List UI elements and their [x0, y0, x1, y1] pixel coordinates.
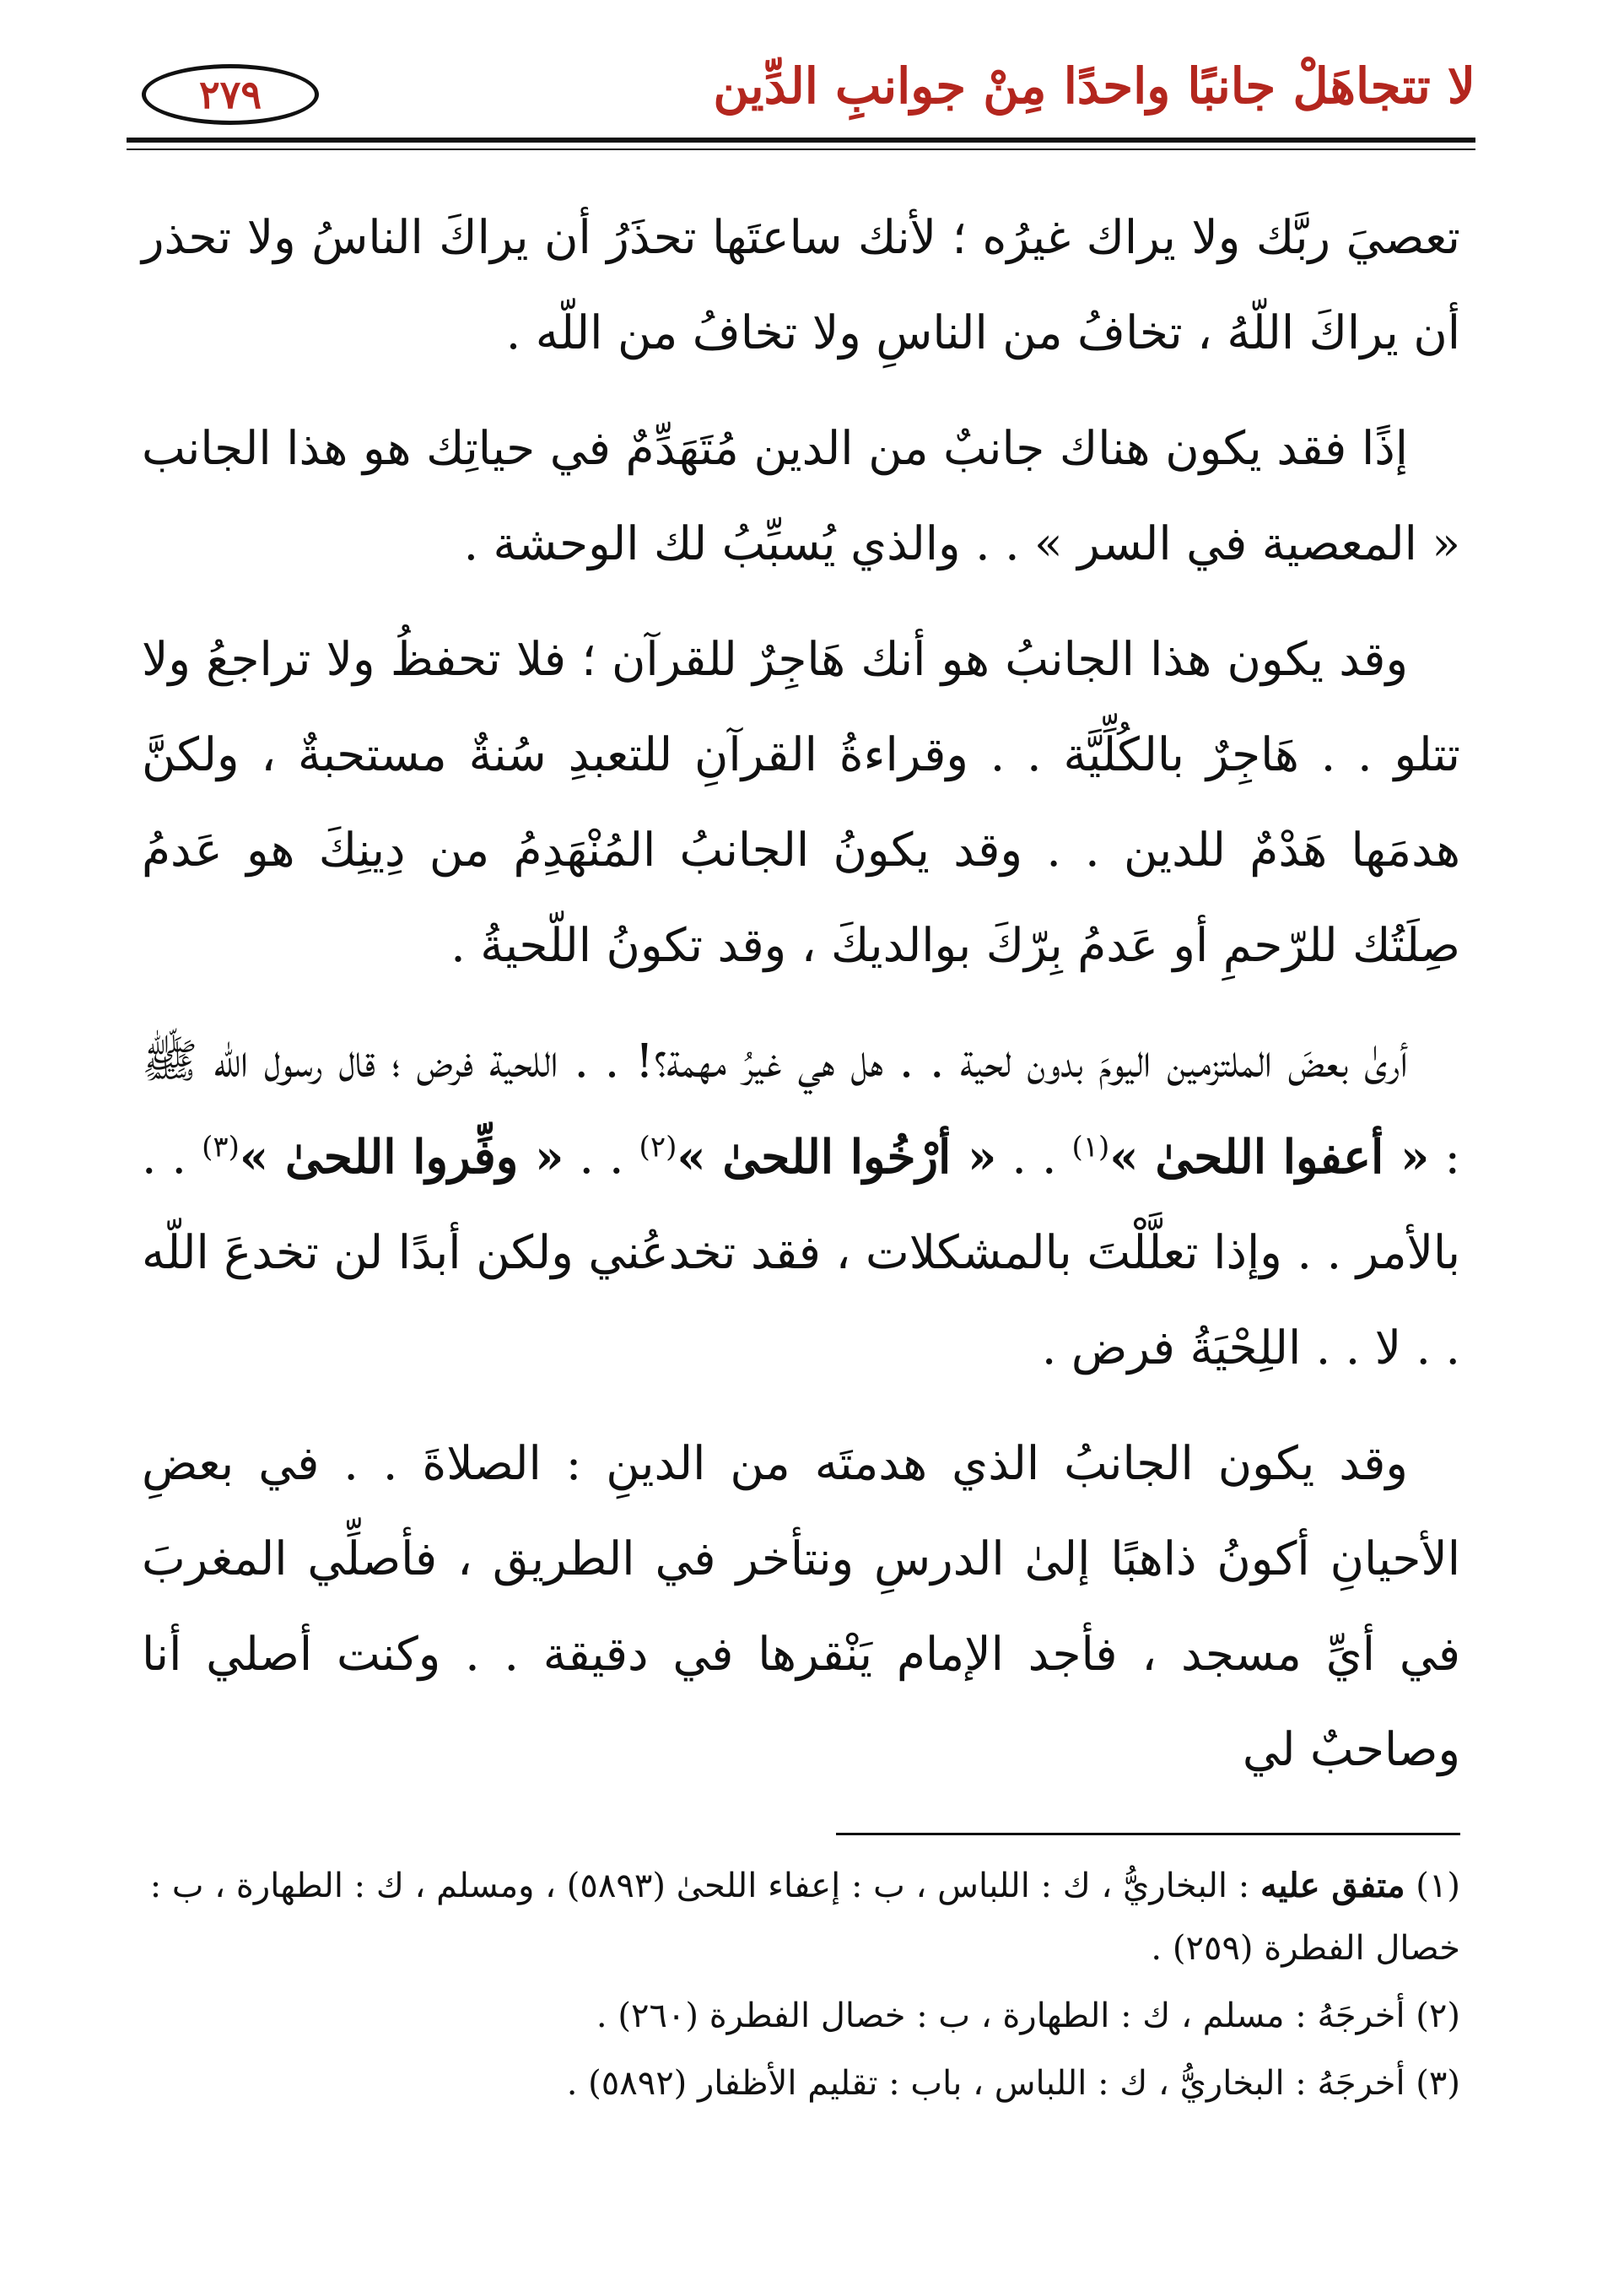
paragraph-3: وقد يكون هذا الجانبُ هو أنك هَاجِرٌ للقرآن ؛ فلا تحفظُ ولا تراجعُ ولا تتلو . . هَاجِرٌ بالكُلِّيَّة . . وقراءةُ القرآنِ للتعبدِ سُنةٌ مستحبةٌ ، ولكنَّ هدمَها هَدْمٌ للدين . . وقد يكونُ الجانبُ المُنْهَدِمُ من دِينِكَ هو عَدمُ صِلَتُك للرّحمِ أو عَدمُ بِرّكَ بوالديكَ ، وقد تكونُ اللّحيةُ .	[142, 632, 1460, 972]
paragraph-4-part3: . .	[564, 1130, 639, 1184]
hadith-quote-2: « أرْخُوا اللحىٰ »	[677, 1129, 997, 1184]
running-title: لا تتجاهَلْ جانبًا واحدًا مِنْ جوانبِ الدِّين	[713, 57, 1475, 115]
hadith-quote-1: « أعفوا اللحىٰ »	[1109, 1129, 1430, 1184]
footnote-ref-3: (٣)	[202, 1130, 240, 1164]
footnote-2-text: أخرجَهُ : مسلم ، ك : الطهارة ، ب : خصال الفطرة (٢٦٠) .	[596, 1996, 1405, 2035]
paragraph-4	[142, 1013, 1460, 1396]
paragraph-4-part2: . .	[996, 1130, 1072, 1184]
paragraph-5: وقد يكون الجانبُ الذي هدمتَه من الدينِ : الصلاةَ . . في بعضِ الأحيانِ أكونُ ذاهبًا إلىٰ الدرسِ ونتأخر في الطريق ، فأصلِّي المغربَ في أيِّ مسجد ، فأجد الإمام يَنْقرها في دقيقة . . وكنت أصلي أنا وصاحبٌ لي	[142, 1436, 1460, 1776]
paragraph-4-part1: أرىٰ بعضَ الملتزمين اليومَ بدون لحية . . هل هي غيرُ مهمة؟! . . اللحية فرض ؛ قال رسول اللّه ﷺ :	[142, 1034, 1460, 1184]
footnote-3-number: (٣)	[1416, 2064, 1460, 2103]
paragraph-2: إذًا فقد يكون هناك جانبٌ من الدين مُتَهَدِّمٌ في حياتِك هو هذا الجانب « المعصية في السر » . . والذي يُسبِّبُ لك الوحشة .	[142, 421, 1460, 570]
footnote-3-text: أخرجَهُ : البخاريُّ ، ك : اللباس ، باب : تقليم الأظفار (٥٨٩٢) .	[566, 2064, 1405, 2103]
footnotes	[142, 1855, 1460, 2120]
footnote-1-number: (١)	[1416, 1867, 1460, 1905]
header-rule-thick	[127, 138, 1475, 143]
footnote-1-text: : البخاريُّ ، ك : اللباس ، ب : إعفاء اللحىٰ (٥٨٩٣) ، ومسلم ، ك : الطهارة ، ب : خصال الفطرة (٢٥٩) .	[149, 1867, 1460, 1968]
footnote-ref-2: (٢)	[639, 1130, 677, 1164]
paragraph-1: تعصيَ ربَّك ولا يراك غيرُه ؛ لأنك ساعتَها تحذَرُ أن يراكَ الناسُ ولا تحذر أن يراكَ اللّهُ ، تخافُ من الناسِ ولا تخافُ من اللّه .	[142, 210, 1460, 359]
footnote-ref-1: (١)	[1071, 1130, 1110, 1164]
page-header	[127, 42, 1475, 135]
footnote-2-number: (٢)	[1416, 1996, 1460, 2035]
hadith-quote-3: « وفِّروا اللحىٰ »	[239, 1129, 564, 1184]
footnote-1-label: متفق عليه	[1259, 1866, 1405, 1905]
footnote-separator	[836, 1833, 1460, 1835]
main-text	[142, 190, 1460, 1818]
footnote-3	[142, 2052, 1460, 2115]
paragraph-4-part4: . . بالأمر . . وإذا تعلَّلْتَ بالمشكلات ، فقد تخدعُني ولكن أبدًا لن تخدعَ اللّه . . لا . . اللِحْيَةُ فرض .	[142, 1130, 1460, 1375]
page-number-badge: ٢٧٩	[142, 64, 319, 125]
footnote-1	[142, 1855, 1460, 1980]
header-rule-thin	[127, 149, 1475, 150]
footnote-2	[142, 1985, 1460, 2047]
